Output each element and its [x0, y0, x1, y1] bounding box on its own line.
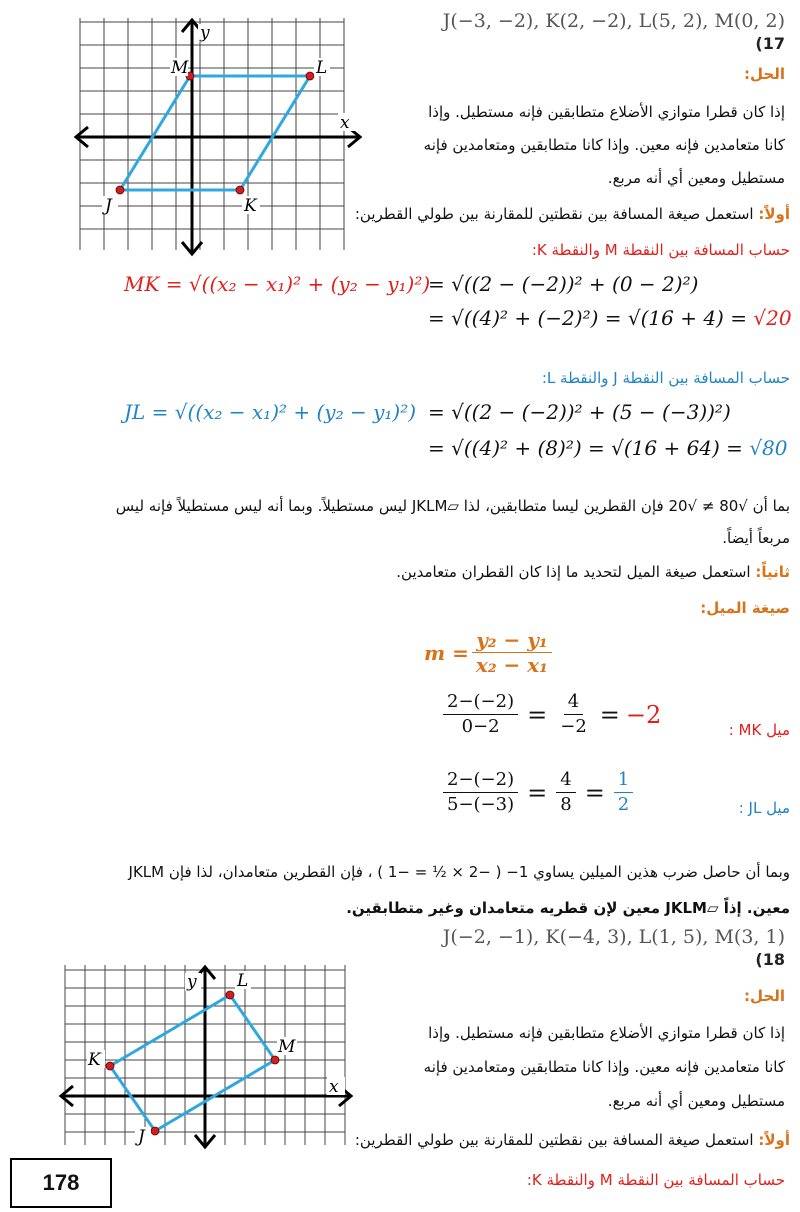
mk-simplified-text: = √((4)² + (−2)²) = √(16 + 4) = [428, 306, 754, 330]
jl-slope-value-num: 1 [614, 768, 633, 793]
problem-17-points: J(−3, −2), K(2, −2), L(5, 2), M(0, 2) [442, 10, 785, 32]
mk-formula: MK = √((x₂ − x₁)² + (y₂ − y₁)²) [124, 272, 431, 296]
jl-result: √80 [749, 436, 788, 460]
label-j: J [138, 1127, 145, 1147]
point-k [236, 186, 244, 194]
jl-slope-mid-num: 4 [556, 768, 575, 793]
mk-caption-18: حساب المسافة بين النقطة M والنقطة K: [526, 1171, 785, 1189]
mk-slope-mid [556, 690, 591, 739]
slope-denominator: x₂ − x₁ [475, 653, 548, 677]
point-j [151, 1127, 159, 1135]
jl-slope-value-den: 2 [617, 794, 630, 815]
product-statement: وبما أن حاصل ضرب هذين الميلين يساوي 1− ( −2 × ½ = −1 ) ، فإن القطرين متعامدان، لذا فإن JKLM [128, 863, 790, 881]
mk-slope-den: 0−2 [461, 716, 500, 737]
mk-slope-label: ميل MK : [728, 721, 790, 739]
step-two-label: ثانياً: [755, 563, 790, 581]
conclusion-line: مربعاً أيضاً. [722, 529, 790, 547]
explanation-line: مستطيل ومعين أي أنه مربع. [607, 169, 785, 187]
step-one-text: استعمل صيغة المسافة بين نقطتين للمقارنة بين طولي القطرين: [354, 205, 759, 223]
label-l: L [237, 971, 249, 991]
step-two-text: استعمل صيغة الميل لتحديد ما إذا كان القطران متعامدين. [396, 563, 756, 581]
point-k [106, 1062, 114, 1070]
step-two-17 [10, 556, 790, 588]
explanation-line: كانا متعامدين فإنه معين. وإذا كانا متطابقين ومتعامدين فإنه [423, 136, 785, 154]
problem-18-number: (18 [755, 950, 785, 969]
point-l [306, 72, 314, 80]
step-one-18 [355, 1124, 790, 1156]
mk-slope-mid-num: 4 [564, 690, 583, 715]
x-axis-label: x [329, 1077, 339, 1097]
step-one-label: أولاً: [758, 205, 790, 223]
slope-m: m = [424, 640, 469, 665]
slope-formula [424, 628, 555, 677]
jl-slope-calc: $\frac{2-(-2)}{5-(-3)}$ = $\frac{4}{8}$ = $\frac{1}{2}$ [440, 768, 636, 817]
quadrilateral-jklm [110, 995, 275, 1131]
label-l: L [316, 58, 328, 78]
jl-slope-mid [556, 768, 575, 817]
label-k: K [88, 1050, 101, 1070]
jl-simplified [428, 436, 788, 460]
explanation-line: كانا متعامدين فإنه معين. وإذا كانا متطابقين ومتعامدين فإنه [423, 1058, 785, 1076]
explanation-line: إذا كان قطرا متوازي الأضلاع متطابقين فإنه مستطيل. وإذا [428, 103, 785, 121]
mk-substitution: = √((2 − (−2))² + (0 − 2)²) [428, 272, 699, 296]
conclusion-17 [10, 490, 790, 554]
graph-problem-17 [70, 18, 370, 258]
mk-slope-mid-den: −2 [560, 716, 587, 737]
problem-17-number: (17 [755, 34, 785, 53]
jl-slope-label: ميل JL : [738, 799, 790, 817]
parallelogram-jklm [120, 76, 310, 190]
jl-slope-value [614, 768, 633, 817]
page-number: 178 [10, 1158, 112, 1208]
point-m [271, 1056, 279, 1064]
mk-slope-calc: $\frac{2-(-2)}{0-2}$ = $\frac{4}{-2}$ = −2 [440, 690, 661, 739]
explanation-18 [360, 1016, 785, 1118]
point-j [116, 186, 124, 194]
jl-formula: JL = √((x₂ − x₁)² + (y₂ − y₁)²) [124, 400, 417, 424]
step-one-text: استعمل صيغة المسافة بين نقطتين للمقارنة بين طولي القطرين: [354, 1131, 759, 1149]
mk-slope-num: 2−(−2) [443, 690, 518, 715]
solution-label-17: الحل: [744, 65, 785, 83]
slope-fraction [472, 628, 552, 677]
jl-slope-num: 2−(−2) [443, 768, 518, 793]
y-axis-label: y [187, 972, 197, 992]
jl-slope-mid-den: 8 [560, 794, 572, 815]
label-m: M [171, 58, 189, 78]
y-axis-label: y [200, 23, 210, 43]
solution-label-18: الحل: [744, 987, 785, 1005]
slope-formula-label: صيغة الميل: [700, 599, 790, 617]
jl-slope-den: 5−(−3) [447, 794, 515, 815]
problem-18-header [420, 926, 785, 970]
mk-slope-frac [443, 690, 518, 739]
step-one-label: أولاً: [758, 1131, 790, 1149]
explanation-line: مستطيل ومعين أي أنه مربع. [607, 1092, 785, 1110]
mk-simplified [428, 306, 792, 330]
jl-slope-frac [443, 768, 518, 817]
x-axis-label: x [340, 113, 350, 133]
problem-18-points: J(−2, −1), K(−4, 3), L(1, 5), M(3, 1) [442, 926, 785, 948]
mk-result: √20 [753, 306, 792, 330]
slope-numerator: y₂ − y₁ [472, 628, 551, 653]
jl-caption-17: حساب المسافة بين النقطة J والنقطة L: [541, 369, 790, 387]
label-k: K [244, 196, 257, 216]
explanation-17 [370, 96, 785, 195]
jl-substitution: = √((2 − (−2))² + (5 − (−3))²) [428, 400, 731, 424]
explanation-line: إذا كان قطرا متوازي الأضلاع متطابقين فإنه مستطيل. وإذا [428, 1024, 785, 1042]
final-statement: معين. إذاً ▱JKLM معين لإن قطريه متعامدان وغير متطابقين. [346, 899, 790, 917]
point-l [226, 991, 234, 999]
step-one-17 [354, 198, 790, 230]
mk-slope-value: −2 [625, 700, 662, 729]
problem-17-header [440, 10, 785, 54]
conclusion-line: بما أن √80 ≠ √20 فإن القطرين ليسا متطابقين، لذا ▱JKLM ليس مستطيلاً. وبما أنه ليس مستطيلاً فإنه ليس [115, 497, 790, 515]
label-m: M [278, 1037, 296, 1057]
jl-simplified-text: = √((4)² + (8)²) = √(16 + 64) = [428, 436, 750, 460]
graph-problem-18 [55, 965, 355, 1150]
mk-caption-17: حساب المسافة بين النقطة M والنقطة K: [531, 241, 790, 259]
label-j: J [105, 196, 112, 216]
